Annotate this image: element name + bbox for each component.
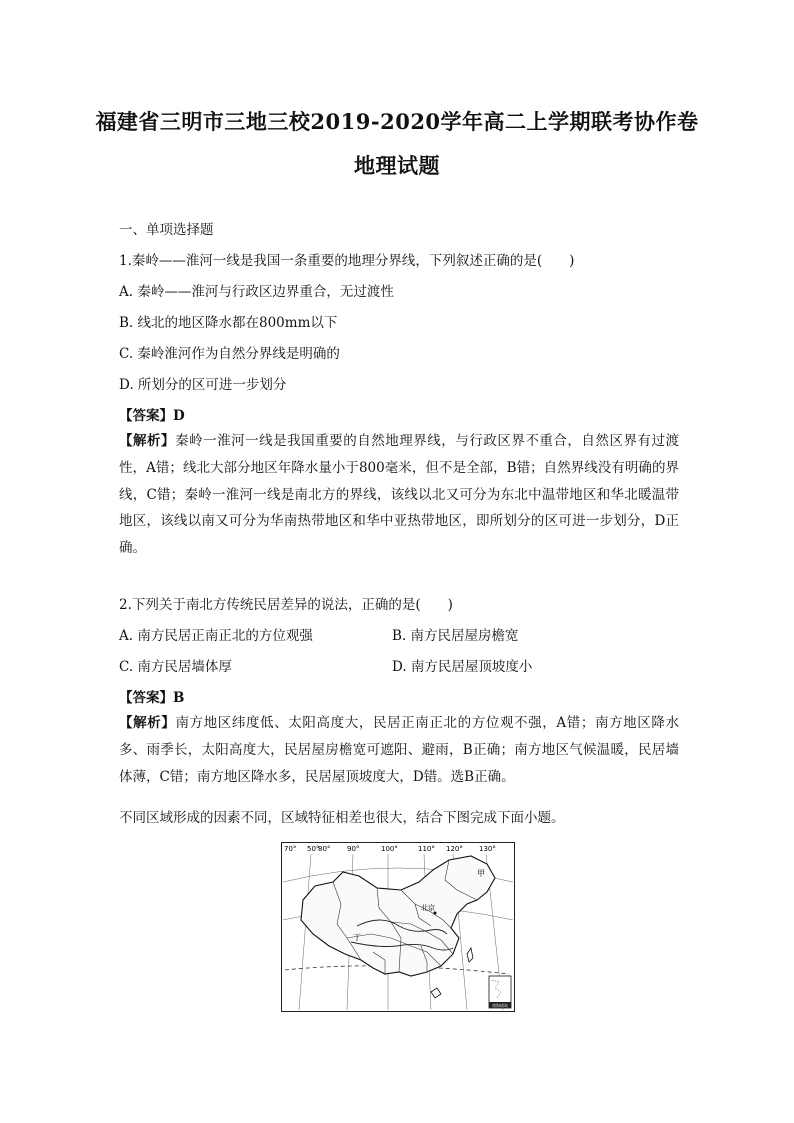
document-subtitle: 地理试题 <box>354 153 440 178</box>
lon-label: 110° <box>418 845 435 853</box>
q1-analysis-text: 秦岭一淮河一线是我国重要的自然地理界线，与行政区界不重合，自然区界有过渡性，A错；线北大部分地区年降水量小于800毫米，但不是全部，B错；自然界线没有明确的界线，C错；秦岭一淮河一线是南北方的界线，该线以北又可分为东北中温带地区和华北暖温带地区，该线以南又可分为华南热带地区和华中亚热带地区，即所划分的区可进一步划分，D正确。 <box>119 433 680 557</box>
lon-label: 130° <box>479 845 496 853</box>
q2-analysis-label: 【解析】 <box>119 715 176 731</box>
q1-stem: 1.秦岭——淮河一线是我国一条重要的地理分界线，下列叙述正确的是( ) <box>119 253 575 269</box>
map-intro: 不同区域形成的因素不同，区域特征相差也很大，结合下图完成下面小题。 <box>119 810 565 826</box>
section-heading: 一、单项选择题 <box>119 222 214 238</box>
q2-stem: 2.下列关于南北方传统民居差异的说法，正确的是( ) <box>119 597 453 613</box>
lon-label: 90° <box>347 845 360 853</box>
q1-option-c: C. 秦岭淮河作为自然分界线是明确的 <box>119 346 340 362</box>
q2-answer: 【答案】B <box>119 690 185 706</box>
label-jia: 甲 <box>477 869 485 878</box>
q2-option-a: A. 南方民居正南正北的方位观强 <box>119 628 313 644</box>
lon-label: 120° <box>446 845 463 853</box>
china-map-figure <box>281 842 515 1012</box>
q1-analysis-label: 【解析】 <box>119 433 176 449</box>
q2-option-c: C. 南方民居墙体厚 <box>119 659 232 675</box>
label-beijing: 北京 <box>421 904 435 912</box>
inset-caption: 南海诸岛 <box>492 1003 508 1008</box>
q1-analysis <box>119 428 679 562</box>
document-title: 福建省三明市三地三校2019-2020学年高二上学期联考协作卷 <box>95 109 699 134</box>
lon-label: 80° <box>318 845 331 853</box>
q2-analysis <box>119 710 679 790</box>
label-ding: 丁 <box>353 933 361 942</box>
lon-label: 70° <box>284 845 297 853</box>
lon-label: 100° <box>381 845 398 853</box>
q2-option-d: D. 南方民居屋顶坡度小 <box>392 659 533 675</box>
q1-option-a: A. 秦岭——淮河与行政区边界重合，无过渡性 <box>119 284 394 300</box>
q1-option-b: B. 线北的地区降水都在800mm以下 <box>119 315 338 331</box>
lon-label: 50° <box>307 845 320 853</box>
beijing-marker <box>434 912 437 915</box>
q1-option-d: D. 所划分的区可进一步划分 <box>119 377 287 393</box>
q2-option-b: B. 南方民居屋房檐宽 <box>392 628 519 644</box>
q2-analysis-text: 南方地区纬度低、太阳高度大，民居正南正北的方位观不强，A错；南方地区降水多、雨季长，太阳高度大，民居屋房檐宽可遮阳、避雨，B正确；南方地区气候温暖，民居墙体薄，C错；南方地区降水多，民居屋顶坡度大，D错。选B正确。 <box>119 715 679 785</box>
q1-answer: 【答案】D <box>119 408 185 424</box>
